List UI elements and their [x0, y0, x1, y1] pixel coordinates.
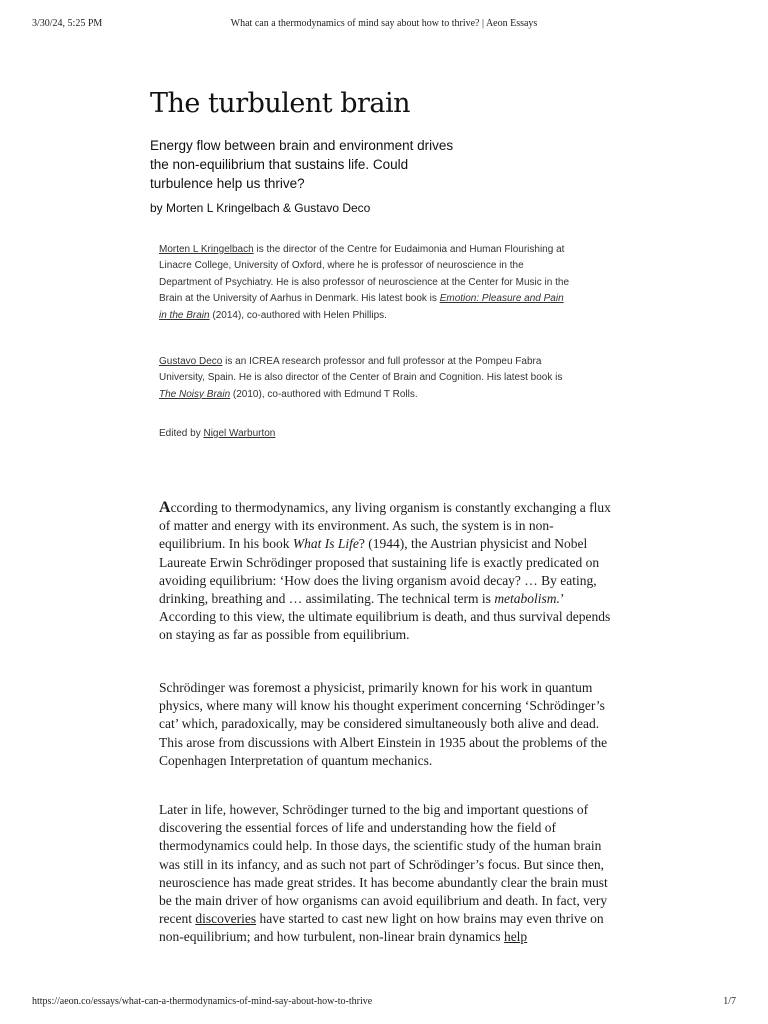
print-url: https://aeon.co/essays/what-can-a-thermodynamics-of-mind-say-about-how-to-thrive — [32, 996, 373, 1007]
article-title: The turbulent brain — [150, 88, 411, 119]
print-footer — [32, 996, 736, 1010]
body-paragraph-1 — [159, 499, 611, 645]
book-link-noisy-brain[interactable]: The Noisy Brain — [159, 388, 231, 400]
paragraph-text: ? (1944), the Austrian physicist and Nobel Laureate Erwin Schrödinger proposed that sustaining life is exactly predicated on avoiding equilibrium: ‘How does the living organism avoid decay? … By eating, drinking, breathing and … assimilating. The technical term is — [159, 536, 600, 607]
print-header — [32, 18, 736, 32]
paragraph-text: have started to cast new light on how brains may even thrive on non-equilibrium; and how turbulent, non-linear brain dynamics — [159, 911, 604, 945]
author-link-kringelbach[interactable]: Morten L Kringelbach — [159, 244, 254, 255]
body-paragraph-3 — [159, 801, 611, 947]
author-bio-deco — [159, 354, 569, 403]
bio-text: (2014), co-authored with Helen Phillips. — [209, 309, 387, 321]
edited-by — [159, 428, 275, 439]
help-link[interactable]: help — [503, 929, 528, 945]
body-paragraph-2: Schrödinger was foremost a physicist, primarily known for his work in quantum physics, where many will know his thought experiment concerning ‘Schrödinger’s cat’ which, paradoxically, may be considered simultaneously both alive and dead. This arose from discussions with Albert Einstein in 1935 about the problems of the Copenhagen Interpretation of quantum mechanics. — [159, 680, 608, 768]
article-standfirst: Energy flow between brain and environment drives the non-equilibrium that sustains life. Could turbulence help us thrive? — [150, 138, 454, 191]
paragraph-text: ccording to thermodynamics, any living organism is constantly exchanging a flux of matter and energy with its environment. As such, the system is in non-equilibrium. In his book — [159, 500, 611, 552]
bio-text: is an ICREA research professor and full professor at the Pompeu Fabra University, Spain. He is also director of the Center of Brain and Cognition. His latest book is — [159, 356, 563, 384]
author-bio-kringelbach — [159, 242, 569, 324]
paragraph-text: Later in life, however, Schrödinger turned to the big and important questions of discovering the essential forces of life and understanding how the field of thermodynamics could help. In those days, the scientific study of the human brain was still in its infancy, and as such not part of Schrödinger’s focus. But since then, neuroscience has made great strides. It has become abundantly clear the brain must be the main driver of how organisms can avoid equilibrium and death. In fact, very recent — [159, 802, 608, 927]
article-byline: by Morten L Kringelbach & Gustavo Deco — [150, 201, 371, 215]
edited-by-label: Edited by — [159, 428, 201, 439]
print-datetime: 3/30/24, 5:25 PM — [32, 18, 103, 29]
drop-cap: A — [159, 499, 171, 516]
book-title-what-is-life: What Is Life — [292, 536, 359, 552]
book-link-emotion[interactable]: Emotion: Pleasure and Pain in the Brain — [159, 293, 564, 321]
editor-link[interactable]: Nigel Warburton — [203, 428, 276, 439]
term-metabolism: metabolism. — [494, 591, 560, 607]
paragraph-text: ’ According to this view, the ultimate equilibrium is death, and thus survival depends on staying as far as possible from equilibrium. — [159, 591, 611, 643]
page-number: 1/7 — [723, 996, 736, 1007]
print-page-title: What can a thermodynamics of mind say about how to thrive? | Aeon Essays — [230, 18, 538, 29]
bio-text: (2010), co-authored with Edmund T Rolls. — [230, 388, 418, 400]
discoveries-link[interactable]: discoveries — [195, 911, 257, 927]
author-link-deco[interactable]: Gustavo Deco — [159, 356, 223, 367]
bio-text: is the director of the Centre for Eudaimonia and Human Flourishing at Linacre College, University of Oxford, where he is professor of neuroscience in the Department of Psychiatry. He is also professor of neuroscience at the Center for Music in the Brain at the University of Aarhus in Denmark. His latest book is — [159, 244, 569, 305]
